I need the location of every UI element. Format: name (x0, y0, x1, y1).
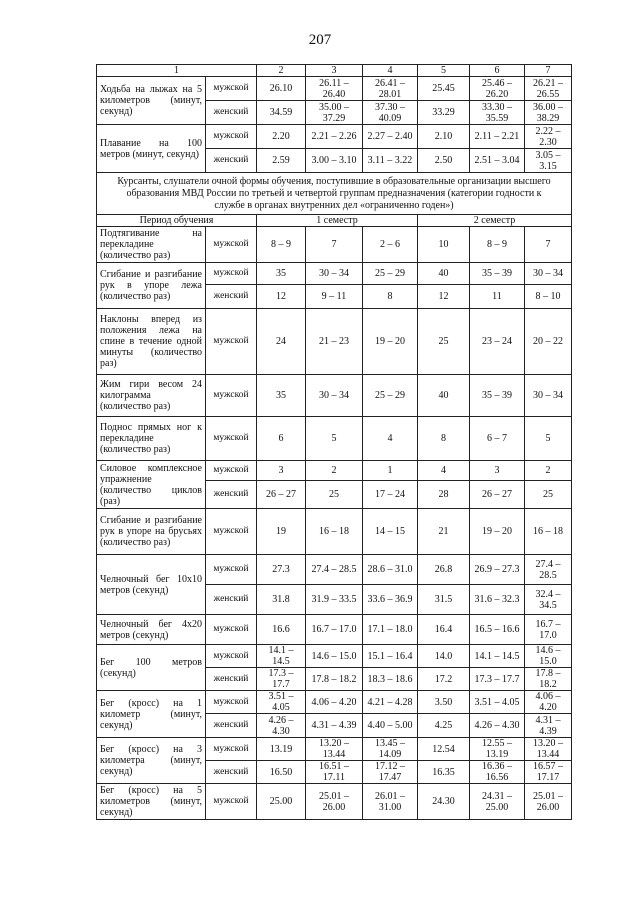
value-cell: 12 (257, 285, 306, 309)
value-cell: 33.30 – 35.59 (470, 101, 525, 125)
value-cell: 2.22 – 2.30 (525, 125, 572, 149)
value-cell: 16.50 (257, 761, 306, 784)
table-row (97, 615, 572, 645)
sex-cell: мужской (206, 263, 257, 285)
value-cell: 16.51 – 17.11 (306, 761, 363, 784)
value-cell: 36.00 – 38.29 (525, 101, 572, 125)
value-cell: 2 (525, 461, 572, 481)
value-cell: 13.45 – 14.09 (363, 738, 418, 761)
period-label: Период обучения (97, 215, 257, 227)
value-cell: 4.25 (418, 714, 470, 738)
value-cell: 35 (257, 263, 306, 285)
sex-cell: мужской (206, 555, 257, 585)
sex-cell: мужской (206, 309, 257, 375)
sex-cell: женский (206, 585, 257, 615)
value-cell: 31.6 – 32.3 (470, 585, 525, 615)
exercise-name: Челночный бег 10x10 метров (секунд) (97, 555, 206, 615)
value-cell: 4.21 – 4.28 (363, 691, 418, 714)
value-cell: 16.4 (418, 615, 470, 645)
value-cell: 30 – 34 (306, 375, 363, 417)
sex-cell: мужской (206, 691, 257, 714)
col-header: 6 (470, 65, 525, 77)
value-cell: 16.7 – 17.0 (306, 615, 363, 645)
value-cell: 16.5 – 16.6 (470, 615, 525, 645)
value-cell: 18.3 – 18.6 (363, 668, 418, 691)
value-cell: 33.29 (418, 101, 470, 125)
value-cell: 4.26 – 4.30 (257, 714, 306, 738)
value-cell: 14.1 – 14.5 (470, 645, 525, 668)
value-cell: 17.8 – 18.2 (525, 668, 572, 691)
table-row (97, 555, 572, 585)
value-cell: 27.4 – 28.5 (306, 555, 363, 585)
value-cell: 35 (257, 375, 306, 417)
sex-cell: женский (206, 668, 257, 691)
exercise-name: Бег (кросс) на 1 километр (минут, секунд) (97, 691, 206, 738)
value-cell: 12.54 (418, 738, 470, 761)
table-row (97, 691, 572, 714)
value-cell: 1 (363, 461, 418, 481)
value-cell: 26.21 – 26.55 (525, 77, 572, 101)
table-row (97, 509, 572, 555)
exercise-name: Бег (кросс) на 5 километров (минут, секунд) (97, 784, 206, 820)
value-cell: 14 – 15 (363, 509, 418, 555)
value-cell: 30 – 34 (525, 263, 572, 285)
value-cell: 2.20 (257, 125, 306, 149)
value-cell: 4.26 – 4.30 (470, 714, 525, 738)
sex-cell: женский (206, 481, 257, 509)
value-cell: 19 (257, 509, 306, 555)
exercise-name: Жим гири весом 24 килограмма (количество раз) (97, 375, 206, 417)
value-cell: 28 (418, 481, 470, 509)
value-cell: 4.40 – 5.00 (363, 714, 418, 738)
value-cell: 40 (418, 263, 470, 285)
value-cell: 3.51 – 4.05 (470, 691, 525, 714)
table-row (97, 309, 572, 375)
value-cell: 4.31 – 4.39 (306, 714, 363, 738)
value-cell: 19 – 20 (363, 309, 418, 375)
value-cell: 13.19 (257, 738, 306, 761)
value-cell: 2.11 – 2.21 (470, 125, 525, 149)
value-cell: 4.31 – 4.39 (525, 714, 572, 738)
value-cell: 16.35 (418, 761, 470, 784)
value-cell: 26 – 27 (470, 481, 525, 509)
value-cell: 8 (363, 285, 418, 309)
value-cell: 3.00 – 3.10 (306, 149, 363, 173)
sex-cell: мужской (206, 738, 257, 761)
value-cell: 16 – 18 (525, 509, 572, 555)
value-cell: 8 – 9 (470, 227, 525, 263)
value-cell: 25.01 – 26.00 (306, 784, 363, 820)
value-cell: 25.45 (418, 77, 470, 101)
value-cell: 2.21 – 2.26 (306, 125, 363, 149)
col-header: 3 (306, 65, 363, 77)
value-cell: 33.6 – 36.9 (363, 585, 418, 615)
value-cell: 8 – 9 (257, 227, 306, 263)
value-cell: 21 (418, 509, 470, 555)
value-cell: 14.6 – 15.0 (306, 645, 363, 668)
value-cell: 17.2 (418, 668, 470, 691)
value-cell: 20 – 22 (525, 309, 572, 375)
value-cell: 13.20 – 13.44 (306, 738, 363, 761)
value-cell: 26.41 – 28.01 (363, 77, 418, 101)
value-cell: 2 – 6 (363, 227, 418, 263)
value-cell: 12.55 – 13.19 (470, 738, 525, 761)
value-cell: 30 – 34 (525, 375, 572, 417)
value-cell: 5 (525, 417, 572, 461)
value-cell: 19 – 20 (470, 509, 525, 555)
header-row (97, 65, 572, 77)
value-cell: 26.9 – 27.3 (470, 555, 525, 585)
value-cell: 31.5 (418, 585, 470, 615)
sex-cell: мужской (206, 375, 257, 417)
sex-cell: женский (206, 714, 257, 738)
value-cell: 27.4 – 28.5 (525, 555, 572, 585)
value-cell: 7 (306, 227, 363, 263)
value-cell: 11 (470, 285, 525, 309)
table-row (97, 784, 572, 820)
table-row (97, 263, 572, 285)
value-cell: 24.30 (418, 784, 470, 820)
value-cell: 3.50 (418, 691, 470, 714)
table-row (97, 375, 572, 417)
value-cell: 25 (306, 481, 363, 509)
value-cell: 9 – 11 (306, 285, 363, 309)
value-cell: 16.57 – 17.17 (525, 761, 572, 784)
value-cell: 2.50 (418, 149, 470, 173)
value-cell: 31.8 (257, 585, 306, 615)
value-cell: 16.36 – 16.56 (470, 761, 525, 784)
value-cell: 6 – 7 (470, 417, 525, 461)
value-cell: 2.27 – 2.40 (363, 125, 418, 149)
value-cell: 2 (306, 461, 363, 481)
value-cell: 35 – 39 (470, 263, 525, 285)
sex-cell: мужской (206, 125, 257, 149)
col-header: 7 (525, 65, 572, 77)
value-cell: 3.05 – 3.15 (525, 149, 572, 173)
value-cell: 32.4 – 34.5 (525, 585, 572, 615)
value-cell: 25 – 29 (363, 375, 418, 417)
period-row (97, 215, 572, 227)
value-cell: 3.11 – 3.22 (363, 149, 418, 173)
value-cell: 31.9 – 33.5 (306, 585, 363, 615)
value-cell: 24 (257, 309, 306, 375)
col-header: 2 (257, 65, 306, 77)
table-row (97, 738, 572, 761)
table-row (97, 417, 572, 461)
col-header: 4 (363, 65, 418, 77)
table-row (97, 645, 572, 668)
exercise-name: Ходьба на лыжах на 5 километров (минут, секунд) (97, 77, 206, 125)
sex-cell: мужской (206, 784, 257, 820)
value-cell: 26.10 (257, 77, 306, 101)
table-row (97, 461, 572, 481)
sex-cell: женский (206, 149, 257, 173)
value-cell: 16.7 – 17.0 (525, 615, 572, 645)
value-cell: 4.06 – 4.20 (306, 691, 363, 714)
value-cell: 16 – 18 (306, 509, 363, 555)
value-cell: 2.51 – 3.04 (470, 149, 525, 173)
exercise-name: Сгибание и разгибание рук в упоре лежа (количество раз) (97, 263, 206, 309)
value-cell: 4 (363, 417, 418, 461)
value-cell: 13.20 – 13.44 (525, 738, 572, 761)
value-cell: 23 – 24 (470, 309, 525, 375)
sex-cell: мужской (206, 645, 257, 668)
value-cell: 28.6 – 31.0 (363, 555, 418, 585)
value-cell: 14.0 (418, 645, 470, 668)
value-cell: 25 (418, 309, 470, 375)
value-cell: 25 (525, 481, 572, 509)
value-cell: 3 (257, 461, 306, 481)
value-cell: 26 – 27 (257, 481, 306, 509)
value-cell: 25.01 – 26.00 (525, 784, 572, 820)
page-number: 207 (308, 32, 332, 48)
value-cell: 37.30 – 40.09 (363, 101, 418, 125)
sex-cell: мужской (206, 417, 257, 461)
value-cell: 26.11 – 26.40 (306, 77, 363, 101)
sex-cell: мужской (206, 77, 257, 101)
value-cell: 10 (418, 227, 470, 263)
value-cell: 17.3 – 17.7 (470, 668, 525, 691)
value-cell: 14.6 – 15.0 (525, 645, 572, 668)
col-header: 1 (97, 65, 257, 77)
banner-row (97, 173, 572, 215)
value-cell: 12 (418, 285, 470, 309)
sex-cell: мужской (206, 615, 257, 645)
value-cell: 8 – 10 (525, 285, 572, 309)
value-cell: 6 (257, 417, 306, 461)
value-cell: 17 – 24 (363, 481, 418, 509)
value-cell: 3 (470, 461, 525, 481)
value-cell: 4.06 – 4.20 (525, 691, 572, 714)
value-cell: 27.3 (257, 555, 306, 585)
exercise-name: Челночный бег 4x20 метров (секунд) (97, 615, 206, 645)
value-cell: 24.31 – 25.00 (470, 784, 525, 820)
value-cell: 17.8 – 18.2 (306, 668, 363, 691)
value-cell: 25 – 29 (363, 263, 418, 285)
exercise-name: Бег (кросс) на 3 километра (минут, секунд) (97, 738, 206, 784)
exercise-name: Силовое комплексное упражнение (количество циклов (раз) (97, 461, 206, 509)
value-cell: 35.00 – 37.29 (306, 101, 363, 125)
value-cell: 17.12 – 17.47 (363, 761, 418, 784)
section-banner: Курсанты, слушатели очной формы обучения, поступившие в образовательные организации высшего образования МВД России по третьей и четвертой группам предназначения (категории годности к службе в органах внутренних дел «ограниченно годен») (97, 173, 572, 215)
semester-1-header: 1 семестр (257, 215, 418, 227)
col-header: 5 (418, 65, 470, 77)
value-cell: 5 (306, 417, 363, 461)
value-cell: 35 – 39 (470, 375, 525, 417)
sex-cell: мужской (206, 461, 257, 481)
sex-cell: женский (206, 285, 257, 309)
exercise-name: Плавание на 100 метров (минут, секунд) (97, 125, 206, 173)
value-cell: 15.1 – 16.4 (363, 645, 418, 668)
value-cell: 26.8 (418, 555, 470, 585)
sex-cell: женский (206, 761, 257, 784)
value-cell: 14.1 – 14.5 (257, 645, 306, 668)
sex-cell: мужской (206, 227, 257, 263)
value-cell: 2.59 (257, 149, 306, 173)
exercise-name: Подтягивание на перекладине (количество раз) (97, 227, 206, 263)
value-cell: 4 (418, 461, 470, 481)
value-cell: 21 – 23 (306, 309, 363, 375)
sex-cell: женский (206, 101, 257, 125)
semester-2-header: 2 семестр (418, 215, 572, 227)
standards-table (96, 64, 572, 820)
value-cell: 25.00 (257, 784, 306, 820)
value-cell: 40 (418, 375, 470, 417)
value-cell: 3.51 – 4.05 (257, 691, 306, 714)
value-cell: 17.1 – 18.0 (363, 615, 418, 645)
exercise-name: Наклоны вперед из положения лежа на спине в течение одной минуты (количество раз) (97, 309, 206, 375)
value-cell: 30 – 34 (306, 263, 363, 285)
value-cell: 25.46 – 26.20 (470, 77, 525, 101)
table-row (97, 227, 572, 263)
value-cell: 17.3 – 17.7 (257, 668, 306, 691)
value-cell: 34.59 (257, 101, 306, 125)
value-cell: 8 (418, 417, 470, 461)
value-cell: 2.10 (418, 125, 470, 149)
table-row (97, 125, 572, 149)
exercise-name: Сгибание и разгибание рук в упоре на брусьях (количество раз) (97, 509, 206, 555)
table-row (97, 77, 572, 101)
exercise-name: Бег 100 метров (секунд) (97, 645, 206, 691)
value-cell: 26.01 – 31.00 (363, 784, 418, 820)
sex-cell: мужской (206, 509, 257, 555)
exercise-name: Поднос прямых ног к перекладине (количество раз) (97, 417, 206, 461)
value-cell: 7 (525, 227, 572, 263)
value-cell: 16.6 (257, 615, 306, 645)
